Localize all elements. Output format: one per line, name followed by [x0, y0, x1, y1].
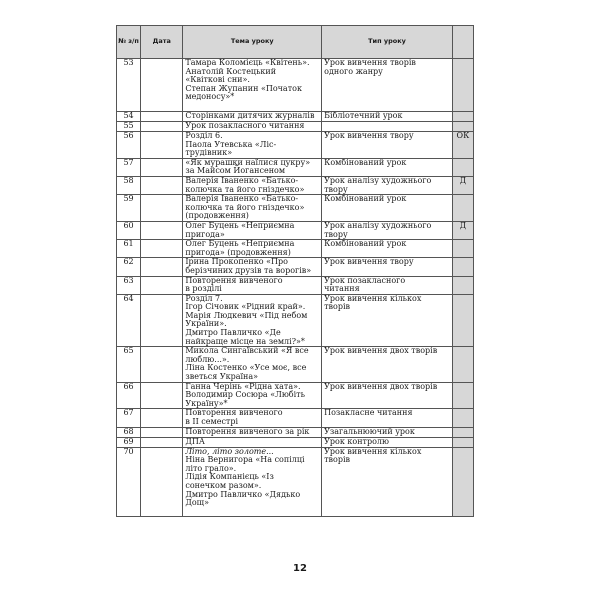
table-row: [117, 447, 474, 516]
cell-number: 55: [117, 122, 141, 132]
type-line: Урок аналізу художнього: [324, 221, 432, 230]
cell-mark: Д: [452, 176, 473, 194]
table-row: [117, 276, 474, 294]
cell-topic: [183, 221, 322, 239]
type-line: Урок вивчення кількох: [324, 294, 422, 303]
type-line: Урок контролю: [324, 437, 389, 446]
topic-line: Олег Буцень «Неприємна: [185, 239, 295, 249]
cell-date: [141, 447, 183, 516]
topic-line: Ніна Вернигора «На сопілці: [185, 455, 305, 465]
cell-mark: [452, 409, 473, 427]
cell-number: 58: [117, 176, 141, 194]
topic-line: Розділ 6.: [185, 131, 223, 140]
cell-topic: [183, 258, 322, 276]
cell-date: [141, 437, 183, 447]
type-line: Урок вивчення кількох: [324, 447, 422, 456]
topic-line: Валерія Іваненко «Батько-: [185, 176, 299, 185]
cell-mark: [452, 158, 473, 176]
table-row: [117, 437, 474, 447]
cell-date: [141, 276, 183, 294]
lesson-plan-table: [116, 25, 474, 517]
table-row: [117, 409, 474, 427]
cell-topic: [183, 382, 322, 409]
cell-topic: [183, 437, 322, 447]
cell-date: [141, 409, 183, 427]
cell-date: [141, 427, 183, 437]
cell-date: [141, 294, 183, 347]
topic-line: Тамара Коломієць «Квітень».: [185, 58, 310, 67]
cell-number: 70: [117, 447, 141, 516]
cell-topic: [183, 112, 322, 122]
topic-line: Розділ 7.: [185, 294, 223, 303]
cell-date: [141, 158, 183, 176]
header-lesson-type: Тип уроку: [322, 26, 453, 59]
topic-line: Літо, літо золоте...: [185, 447, 274, 456]
cell-mark: [452, 276, 473, 294]
topic-line: трудівник»: [185, 148, 233, 158]
topic-line: в II семестрі: [185, 417, 239, 426]
table-body: [117, 59, 474, 517]
topic-line: найкраще місце на землі?»*: [185, 336, 305, 346]
cell-lesson-type: [322, 158, 453, 176]
table-header-row: [117, 26, 474, 59]
cell-mark: [452, 122, 473, 132]
cell-lesson-type: [322, 276, 453, 294]
type-line: Урок позакласного: [324, 276, 406, 285]
cell-mark: [452, 59, 473, 112]
cell-lesson-type: [322, 447, 453, 516]
cell-number: 54: [117, 112, 141, 122]
topic-line: колючка та його гніздечко»: [185, 184, 305, 194]
cell-mark: ОК: [452, 132, 473, 159]
type-line: читання: [324, 284, 360, 294]
topic-line: Повторення вивченого за рік: [185, 427, 310, 436]
cell-lesson-type: [322, 294, 453, 347]
cell-lesson-type: [322, 112, 453, 122]
type-line: Урок вивчення двох творів: [324, 382, 438, 391]
table-row: [117, 112, 474, 122]
type-line: одного жанру: [324, 66, 383, 76]
cell-mark: Д: [452, 221, 473, 239]
type-line: Позакласне читання: [324, 408, 413, 418]
type-line: Комбінований урок: [324, 194, 407, 204]
cell-number: 53: [117, 59, 141, 112]
topic-line: Ірина Прокопенко «Про: [185, 257, 288, 267]
cell-number: 57: [117, 158, 141, 176]
cell-mark: [452, 195, 473, 222]
type-line: Урок вивчення творів: [324, 58, 416, 67]
topic-line: Марія Людкевич «Під небом: [185, 310, 308, 320]
table-row: [117, 294, 474, 347]
cell-date: [141, 59, 183, 112]
topic-line: «Квіткові сни».: [185, 75, 250, 85]
type-line: твору: [324, 184, 348, 194]
table-row: [117, 176, 474, 194]
cell-topic: [183, 447, 322, 516]
cell-lesson-type: [322, 176, 453, 194]
topic-line: Паола Утевська «Ліс-: [185, 139, 277, 149]
cell-lesson-type: [322, 122, 453, 132]
topic-line: Повторення вивченого: [185, 408, 283, 418]
cell-lesson-type: [322, 258, 453, 276]
cell-topic: [183, 158, 322, 176]
cell-topic: [183, 409, 322, 427]
table-row: [117, 195, 474, 222]
type-line: Бібліотечний урок: [324, 111, 403, 120]
cell-topic: [183, 240, 322, 258]
topic-line: Валерія Іваненко «Батько-: [185, 194, 299, 204]
table-row: [117, 347, 474, 382]
cell-date: [141, 176, 183, 194]
cell-lesson-type: [322, 437, 453, 447]
table-row: [117, 59, 474, 112]
cell-topic: [183, 132, 322, 159]
topic-line: Сторінками дитячих журналів: [185, 111, 315, 120]
type-line: творів: [324, 455, 351, 465]
topic-line: пригода»: [185, 229, 225, 239]
topic-line: медоносу»*: [185, 92, 235, 102]
cell-number: 66: [117, 382, 141, 409]
header-date: Дата: [141, 26, 183, 59]
cell-lesson-type: [322, 409, 453, 427]
cell-lesson-type: [322, 382, 453, 409]
topic-line: Ліна Костенко «Усе моє, все: [185, 363, 307, 373]
cell-number: 59: [117, 195, 141, 222]
topic-line: берізчиних друзів та ворогів»: [185, 265, 312, 275]
topic-line: сонечком разом».: [185, 480, 262, 490]
topic-line: Ігор Січовик «Рідний край».: [185, 302, 306, 312]
topic-line: Дмитро Павличко «Де: [185, 328, 281, 338]
topic-line: в розділі: [185, 284, 222, 294]
cell-lesson-type: [322, 132, 453, 159]
cell-topic: [183, 276, 322, 294]
cell-lesson-type: [322, 59, 453, 112]
topic-line: Ганна Черінь «Рідна хата».: [185, 382, 301, 391]
cell-topic: [183, 294, 322, 347]
cell-topic: [183, 347, 322, 382]
cell-number: 65: [117, 347, 141, 382]
topic-line: ДПА: [185, 437, 205, 446]
cell-date: [141, 112, 183, 122]
cell-topic: [183, 427, 322, 437]
type-line: Урок вивчення двох творів: [324, 346, 438, 356]
cell-mark: [452, 382, 473, 409]
cell-mark: [452, 437, 473, 447]
type-line: твору: [324, 229, 348, 239]
topic-line: Володимир Сосюра «Любіть: [185, 390, 305, 400]
cell-date: [141, 382, 183, 409]
cell-date: [141, 258, 183, 276]
cell-topic: [183, 195, 322, 222]
topic-line: пригода» (продовження): [185, 247, 291, 257]
cell-number: 61: [117, 240, 141, 258]
table-row: [117, 382, 474, 409]
cell-mark: [452, 294, 473, 347]
cell-date: [141, 347, 183, 382]
topic-line: (продовження): [185, 211, 249, 221]
cell-number: 60: [117, 221, 141, 239]
topic-line: Олег Буцень «Неприємна: [185, 221, 295, 230]
cell-number: 67: [117, 409, 141, 427]
topic-line: колючка та його гніздечко»: [185, 202, 305, 212]
cell-date: [141, 240, 183, 258]
cell-mark: [452, 427, 473, 437]
type-line: творів: [324, 302, 351, 312]
cell-topic: [183, 59, 322, 112]
type-line: Комбінований урок: [324, 239, 407, 249]
page-number: 12: [293, 563, 307, 574]
topic-line: зветься Україна»: [185, 372, 259, 382]
type-line: Комбінований урок: [324, 158, 407, 167]
header-topic: Тема уроку: [183, 26, 322, 59]
cell-mark: [452, 112, 473, 122]
cell-mark: [452, 258, 473, 276]
cell-mark: [452, 347, 473, 382]
cell-number: 56: [117, 132, 141, 159]
type-line: Узагальнюючий урок: [324, 427, 415, 436]
table-row: [117, 158, 474, 176]
cell-lesson-type: [322, 240, 453, 258]
topic-line: літо грало».: [185, 463, 237, 473]
type-line: Урок аналізу художнього: [324, 176, 432, 185]
topic-line: Микола Сингаївський «Я все: [185, 346, 309, 356]
cell-date: [141, 122, 183, 132]
topic-line: Лідія Компанієць «Із: [185, 472, 274, 482]
topic-line: Дощ»: [185, 498, 210, 508]
topic-line: Анатолій Костецький: [185, 66, 277, 76]
table-row: [117, 258, 474, 276]
topic-line: люблю...».: [185, 354, 230, 364]
type-line: Урок вивчення твору: [324, 257, 414, 267]
cell-number: 68: [117, 427, 141, 437]
cell-lesson-type: [322, 221, 453, 239]
cell-topic: [183, 176, 322, 194]
cell-mark: [452, 447, 473, 516]
header-extra: [452, 26, 473, 59]
cell-topic: [183, 122, 322, 132]
cell-mark: [452, 240, 473, 258]
cell-lesson-type: [322, 195, 453, 222]
cell-date: [141, 195, 183, 222]
cell-number: 62: [117, 258, 141, 276]
table-row: [117, 132, 474, 159]
table-row: [117, 122, 474, 132]
topic-line: Степан Жупанин «Початок: [185, 83, 302, 93]
table-row: [117, 221, 474, 239]
topic-line: Україну»*: [185, 398, 228, 408]
topic-line: Повторення вивченого: [185, 276, 283, 285]
cell-number: 63: [117, 276, 141, 294]
topic-line: «Як мурашки наїлися цукру»: [185, 158, 311, 167]
type-line: Урок вивчення твору: [324, 131, 414, 140]
cell-lesson-type: [322, 347, 453, 382]
cell-lesson-type: [322, 427, 453, 437]
topic-line: за Майсом Йогансеном: [185, 166, 286, 176]
table-row: [117, 427, 474, 437]
topic-line: Дмитро Павличко «Дядько: [185, 489, 301, 499]
cell-date: [141, 132, 183, 159]
topic-line: України».: [185, 319, 227, 329]
header-number: № з/п: [117, 26, 141, 59]
topic-line: Урок позакласного читання: [185, 121, 305, 130]
cell-number: 69: [117, 437, 141, 447]
cell-date: [141, 221, 183, 239]
table-row: [117, 240, 474, 258]
cell-number: 64: [117, 294, 141, 347]
